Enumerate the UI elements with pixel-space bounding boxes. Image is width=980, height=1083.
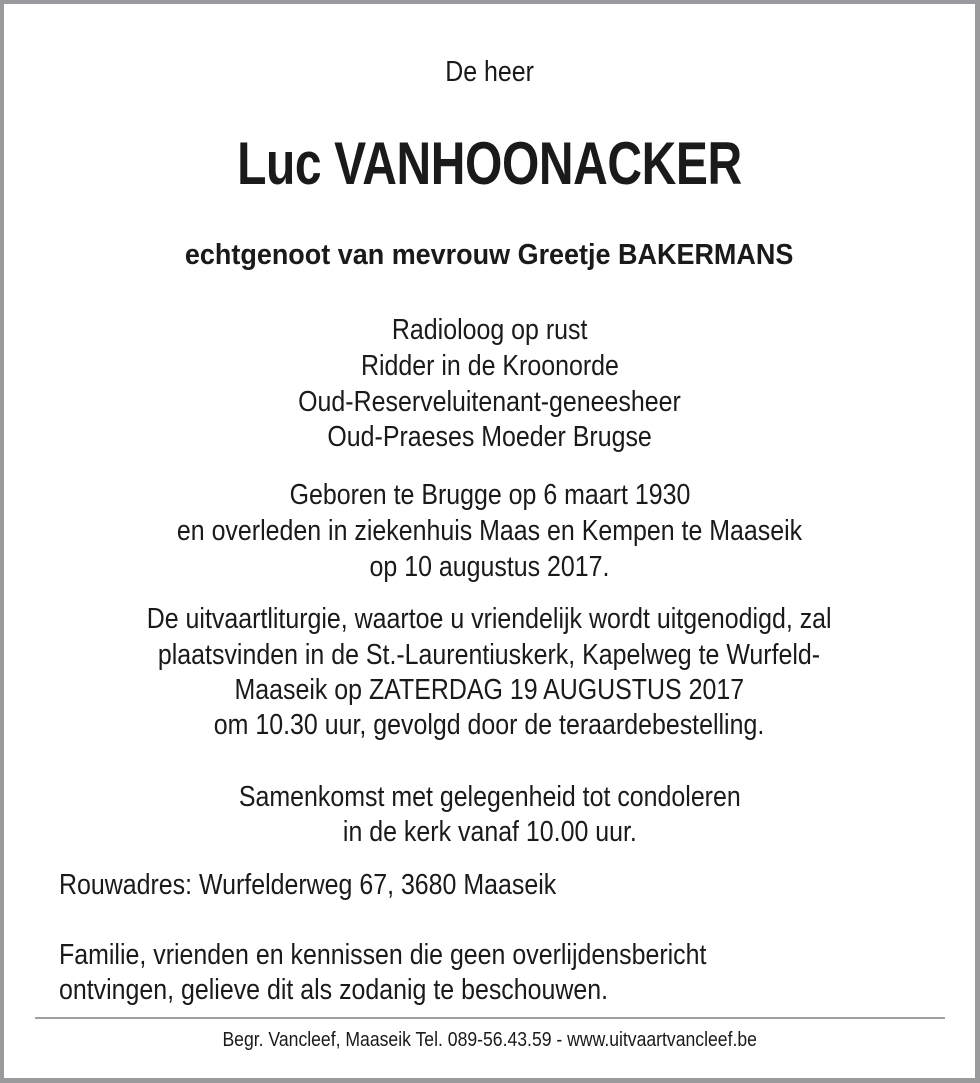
gathering-line: in de kerk vanaf 10.00 uur. bbox=[342, 816, 637, 848]
salutation: De heer bbox=[445, 56, 534, 88]
death-notice-page bbox=[4, 4, 975, 1078]
funeral-line: De uitvaartliturgie, waartoe u vriendelijk wordt uitgenodigd, zal bbox=[147, 603, 832, 635]
spouse-line: echtgenoot van mevrouw Greetje BAKERMANS bbox=[185, 239, 794, 271]
funeral-line: om 10.30 uur, gevolgd door de teraardebestelling. bbox=[214, 709, 765, 741]
title-line: Oud-Praeses Moeder Brugse bbox=[327, 421, 652, 453]
title-line: Radioloog op rust bbox=[391, 314, 588, 346]
funeral-home-footer: Begr. Vancleef, Maaseik Tel. 089-56.43.59 - www.uitvaartvancleef.be bbox=[222, 1029, 757, 1051]
death-date-line: op 10 augustus 2017. bbox=[369, 551, 610, 583]
title-line: Oud-Reserveluitenant-geneesheer bbox=[298, 386, 681, 418]
mourning-address: Rouwadres: Wurfelderweg 67, 3680 Maaseik bbox=[59, 869, 557, 901]
funeral-line: plaatsvinden in de St.-Laurentiuskerk, Kapelweg te Wurfeld- bbox=[158, 639, 821, 671]
death-line: en overleden in ziekenhuis Maas en Kempen te Maaseik bbox=[176, 515, 803, 547]
birth-line: Geboren te Brugge op 6 maart 1930 bbox=[289, 479, 690, 511]
deceased-name: Luc VANHOONACKER bbox=[237, 130, 742, 197]
footer-divider bbox=[35, 1017, 945, 1019]
title-line: Ridder in de Kroonorde bbox=[360, 350, 619, 382]
family-note-line: ontvingen, gelieve dit als zodanig te beschouwen. bbox=[59, 974, 609, 1006]
family-note-line: Familie, vrienden en kennissen die geen overlijdensbericht bbox=[59, 939, 707, 971]
gathering-line: Samenkomst met gelegenheid tot condoleren bbox=[238, 781, 741, 813]
funeral-line: Maaseik op ZATERDAG 19 AUGUSTUS 2017 bbox=[234, 674, 745, 706]
